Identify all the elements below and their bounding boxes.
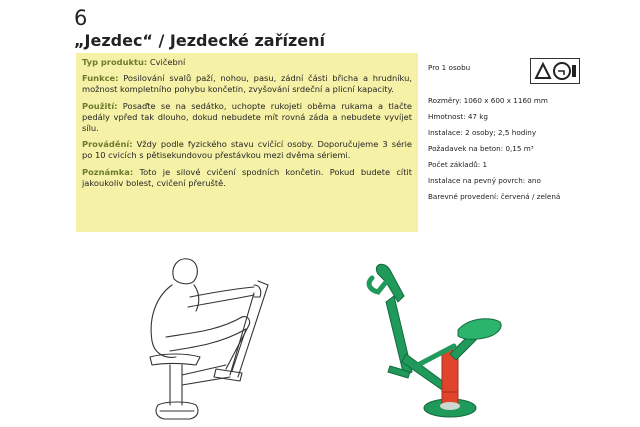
spec-bases: Počet základů: 1 [428, 160, 488, 169]
spec-dimensions: Rozměry: 1060 x 600 x 1160 mm [428, 96, 548, 105]
product-info-box [76, 53, 418, 232]
exercise-illustration [130, 245, 290, 425]
execution-label: Provádění: [82, 139, 133, 150]
equipment-photo [350, 262, 510, 427]
note-text: Toto je silové cvičení spodních končetin. Pokud budete cítit jakoukoliv bolest, cvičení přeruště. [82, 166, 412, 188]
product-type-text: Cvičební [149, 57, 186, 67]
execution-text: Vždy podle fyzického stavu cvičící osoby. Doporučujeme 3 série po 10 cvicích s pětisekundovou přestávkou mezi dvěma sériemi. [82, 139, 412, 161]
usage-text: Posaďte se na sedátko, uchopte rukojeti oběma rukama a tlačte pedály vpřed tak dlouho, dokud nebudete mít rovná záda a nebudete vyvíjet sílu. [82, 100, 412, 134]
page-title: „Jezdec“ / Jezdecké zařízení [74, 31, 325, 50]
note-paragraph [82, 167, 412, 189]
product-type-label: Typ produktu: [82, 57, 148, 67]
spec-persons: Pro 1 osobu [428, 63, 471, 72]
spec-concrete: Požadavek na beton: 0,15 m³ [428, 144, 534, 153]
function-paragraph [82, 73, 412, 95]
note-label: Poznámka: [82, 166, 134, 177]
spec-color: Barevné provedení: červená / zelená [428, 192, 561, 201]
page-number: 6 [74, 6, 88, 30]
spec-weight: Hmotnost: 47 kg [428, 112, 488, 121]
product-type-paragraph [82, 57, 412, 68]
certification-badge-icon [530, 58, 580, 84]
execution-paragraph [82, 139, 412, 161]
spec-installation: Instalace: 2 osoby; 2,5 hodiny [428, 128, 537, 137]
usage-label: Použití: [82, 100, 118, 111]
spec-hard-surface: Instalace na pevný povrch: ano [428, 176, 541, 185]
function-label: Funkce: [82, 73, 119, 84]
usage-paragraph [82, 101, 412, 135]
function-text: Posilování svalů paží, nohou, pasu, zádní části břicha a hrudníku, možnost kompletního pohybu končetin, zvyšování srdeční a plicní kapacity. [82, 73, 412, 95]
